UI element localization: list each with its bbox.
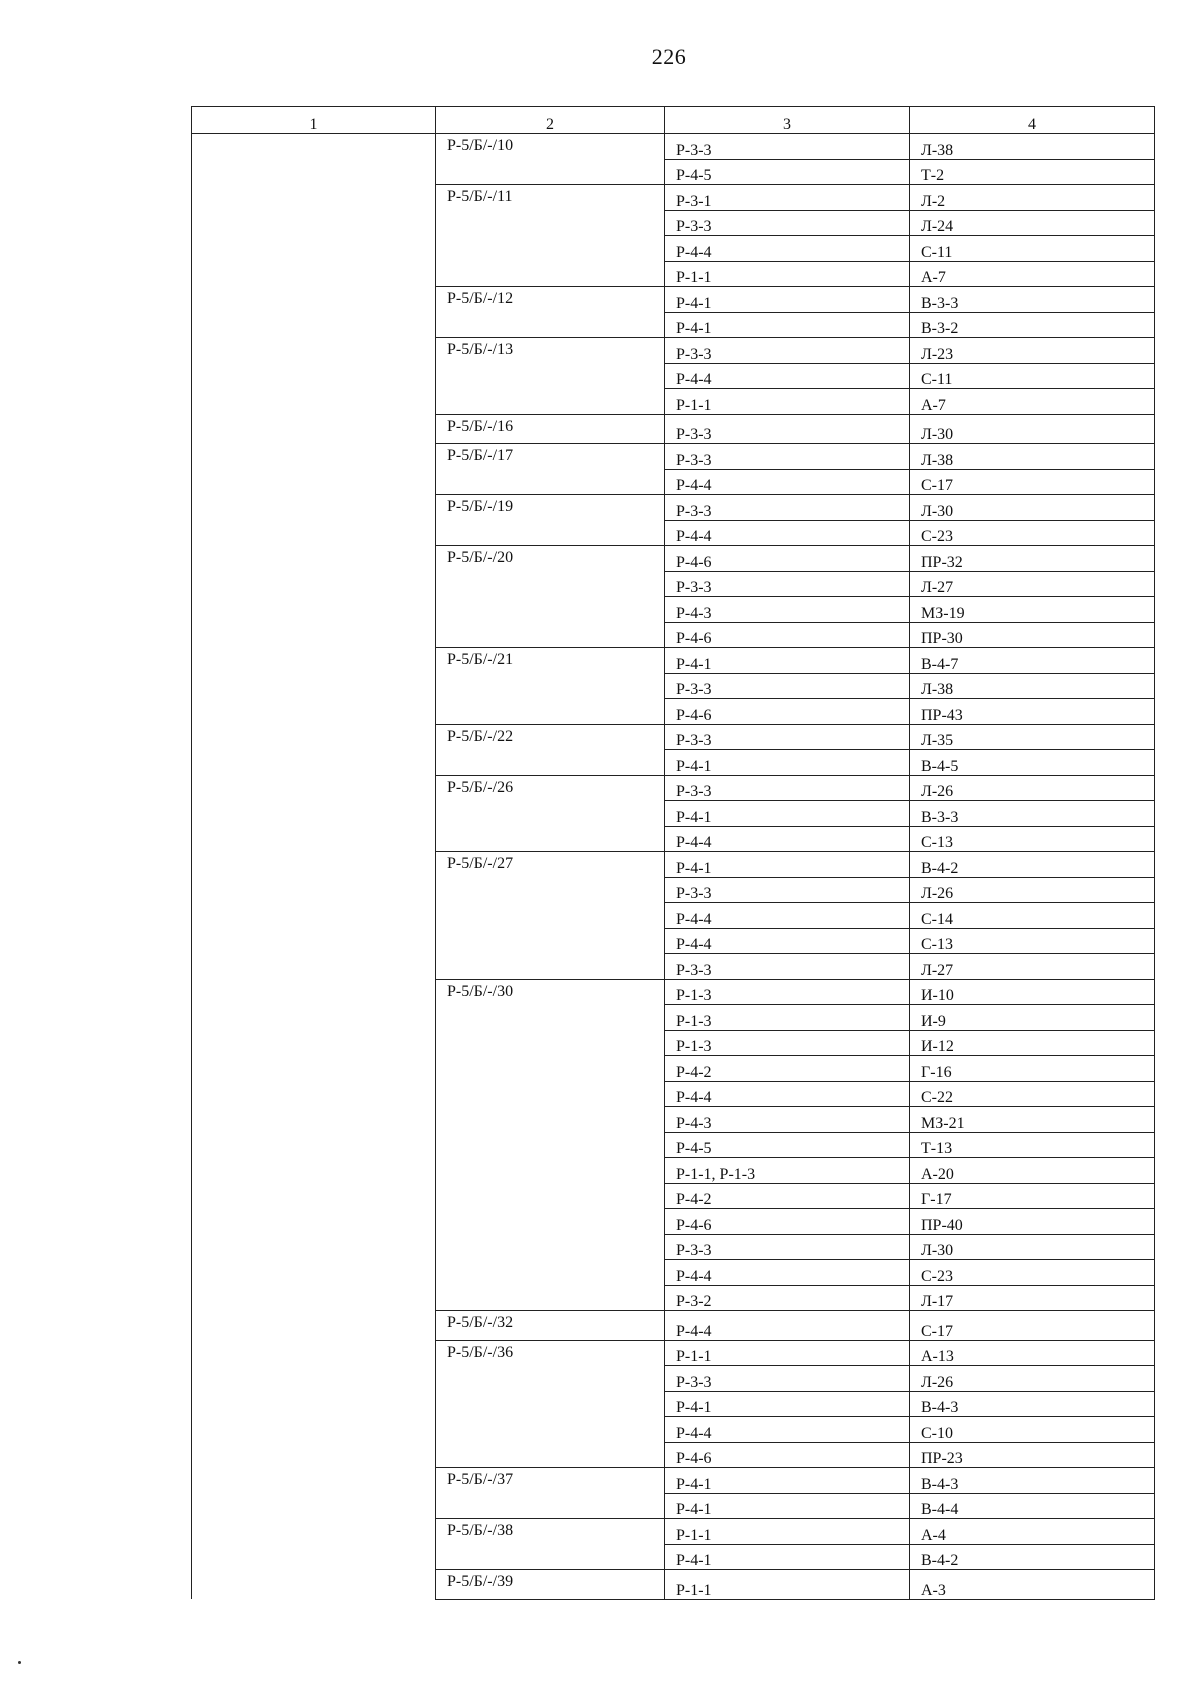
column-3-cell: Р-3-3 [665,775,910,801]
column-4-cell: С-13 [910,928,1155,954]
column-3-cell: Р-4-1 [665,1544,910,1570]
column-3-cell: Р-3-1 [665,185,910,211]
column-3-cell: Р-1-3 [665,1030,910,1056]
column-4-cell: Л-26 [910,1366,1155,1392]
column-3-cell: Р-3-3 [665,134,910,160]
column-3-cell: Р-4-1 [665,1493,910,1519]
column-3-cell: Р-4-1 [665,312,910,338]
column-4-cell: С-22 [910,1081,1155,1107]
column-3-cell: Р-3-3 [665,724,910,750]
column-4-cell: А-7 [910,389,1155,415]
group-code-cell: Р-5/Б/-/21 [436,648,665,725]
group-code-cell: Р-5/Б/-/22 [436,724,665,775]
group-code-cell: Р-5/Б/-/26 [436,775,665,852]
group-code-cell: Р-5/Б/-/16 [436,414,665,444]
column-4-cell: В-4-3 [910,1468,1155,1494]
group-code-cell: Р-5/Б/-/38 [436,1519,665,1570]
column-4-cell: А-20 [910,1158,1155,1184]
column-3-cell: Р-4-4 [665,469,910,495]
column-header-2: 2 [436,107,665,134]
column-4-cell: Л-30 [910,1234,1155,1260]
column-4-cell: С-11 [910,236,1155,262]
column-4-cell: Л-30 [910,495,1155,521]
column-4-cell: В-4-7 [910,648,1155,674]
column-3-cell: Р-4-6 [665,1209,910,1235]
column-3-cell: Р-4-4 [665,1311,910,1341]
column-4-cell: С-13 [910,826,1155,852]
column-header-4: 4 [910,107,1155,134]
column-4-cell: И-9 [910,1005,1155,1031]
column-3-cell: Р-4-1 [665,852,910,878]
column-3-cell: Р-4-6 [665,622,910,648]
group-code-cell: Р-5/Б/-/20 [436,546,665,648]
column-4-cell: Л-26 [910,877,1155,903]
column-4-cell: Л-2 [910,185,1155,211]
column-3-cell: Р-3-3 [665,414,910,444]
group-code-cell: Р-5/Б/-/30 [436,979,665,1311]
column-4-cell: Л-26 [910,775,1155,801]
column-3-cell: Р-4-6 [665,546,910,572]
column-4-cell: Т-13 [910,1132,1155,1158]
column-3-cell: Р-3-3 [665,571,910,597]
column-4-cell: Л-38 [910,134,1155,160]
column-3-cell: Р-4-4 [665,826,910,852]
column-3-cell: Р-3-3 [665,877,910,903]
group-code-cell: Р-5/Б/-/19 [436,495,665,546]
column-4-cell: МЗ-21 [910,1107,1155,1133]
column-3-cell: Р-1-1, Р-1-3 [665,1158,910,1184]
column-4-cell: В-4-5 [910,750,1155,776]
column-3-cell: Р-4-4 [665,1081,910,1107]
column-4-cell: А-4 [910,1519,1155,1545]
column-1-cell [192,134,436,1600]
column-header-3: 3 [665,107,910,134]
column-4-cell: И-12 [910,1030,1155,1056]
column-4-cell: В-4-2 [910,1544,1155,1570]
column-4-cell: В-3-3 [910,801,1155,827]
column-4-cell: Л-27 [910,571,1155,597]
page-number: 226 [651,44,687,69]
column-4-cell: Л-30 [910,414,1155,444]
header-row [192,107,1155,134]
group-code-cell: Р-5/Б/-/10 [436,134,665,185]
column-4-cell: Г-17 [910,1183,1155,1209]
column-4-cell: ПР-40 [910,1209,1155,1235]
column-3-cell: Р-1-1 [665,261,910,287]
column-4-cell: А-3 [910,1570,1155,1600]
column-3-cell: Р-4-4 [665,903,910,929]
column-3-cell: Р-4-4 [665,236,910,262]
group-code-cell: Р-5/Б/-/32 [436,1311,665,1341]
column-3-cell: Р-4-2 [665,1183,910,1209]
column-4-cell: Л-17 [910,1285,1155,1311]
column-3-cell: Р-4-6 [665,1442,910,1468]
column-3-cell: Р-4-3 [665,1107,910,1133]
data-table [191,106,1155,1600]
column-4-cell: В-3-3 [910,287,1155,313]
column-3-cell: Р-4-1 [665,1468,910,1494]
column-4-cell: Л-35 [910,724,1155,750]
column-4-cell: С-11 [910,363,1155,389]
group-code-cell: Р-5/Б/-/12 [436,287,665,338]
column-4-cell: И-10 [910,979,1155,1005]
column-3-cell: Р-3-3 [665,495,910,521]
column-3-cell: Р-4-6 [665,699,910,725]
column-3-cell: Р-4-4 [665,1417,910,1443]
column-4-cell: С-23 [910,1260,1155,1286]
column-4-cell: Л-23 [910,338,1155,364]
column-3-cell: Р-1-1 [665,1570,910,1600]
column-4-cell: ПР-32 [910,546,1155,572]
column-3-cell: Р-4-1 [665,648,910,674]
column-4-cell: В-4-2 [910,852,1155,878]
column-3-cell: Р-3-3 [665,954,910,980]
scan-mark [18,1661,21,1664]
column-4-cell: А-7 [910,261,1155,287]
column-4-cell: С-17 [910,1311,1155,1341]
group-code-cell: Р-5/Б/-/11 [436,185,665,287]
column-4-cell: Г-16 [910,1056,1155,1082]
column-3-cell: Р-4-4 [665,928,910,954]
group-code-cell: Р-5/Б/-/39 [436,1570,665,1600]
column-3-cell: Р-4-1 [665,287,910,313]
column-3-cell: Р-1-3 [665,979,910,1005]
column-3-cell: Р-3-3 [665,444,910,470]
column-4-cell: Л-38 [910,444,1155,470]
column-4-cell: Л-38 [910,673,1155,699]
column-3-cell: Р-1-3 [665,1005,910,1031]
column-4-cell: Л-27 [910,954,1155,980]
column-3-cell: Р-4-1 [665,801,910,827]
column-header-1: 1 [192,107,436,134]
table-body [192,134,1155,1600]
column-4-cell: МЗ-19 [910,597,1155,623]
column-4-cell: В-4-4 [910,1493,1155,1519]
column-4-cell: В-4-3 [910,1391,1155,1417]
column-3-cell: Р-4-4 [665,363,910,389]
column-4-cell: С-14 [910,903,1155,929]
column-3-cell: Р-3-3 [665,1234,910,1260]
column-3-cell: Р-4-1 [665,1391,910,1417]
table-row [192,134,1155,160]
column-3-cell: Р-1-1 [665,1340,910,1366]
group-code-cell: Р-5/Б/-/13 [436,338,665,415]
column-3-cell: Р-3-3 [665,673,910,699]
column-4-cell: С-23 [910,520,1155,546]
column-4-cell: ПР-43 [910,699,1155,725]
column-3-cell: Р-1-1 [665,389,910,415]
column-3-cell: Р-3-2 [665,1285,910,1311]
column-3-cell: Р-3-3 [665,1366,910,1392]
group-code-cell: Р-5/Б/-/17 [436,444,665,495]
column-3-cell: Р-4-4 [665,520,910,546]
column-3-cell: Р-3-3 [665,210,910,236]
column-4-cell: ПР-23 [910,1442,1155,1468]
column-4-cell: А-13 [910,1340,1155,1366]
column-3-cell: Р-1-1 [665,1519,910,1545]
column-4-cell: С-17 [910,469,1155,495]
column-3-cell: Р-4-5 [665,159,910,185]
group-code-cell: Р-5/Б/-/37 [436,1468,665,1519]
column-3-cell: Р-4-2 [665,1056,910,1082]
column-3-cell: Р-4-5 [665,1132,910,1158]
column-3-cell: Р-4-3 [665,597,910,623]
column-4-cell: ПР-30 [910,622,1155,648]
column-3-cell: Р-4-4 [665,1260,910,1286]
column-3-cell: Р-4-1 [665,750,910,776]
column-4-cell: Т-2 [910,159,1155,185]
group-code-cell: Р-5/Б/-/27 [436,852,665,980]
column-4-cell: С-10 [910,1417,1155,1443]
column-3-cell: Р-3-3 [665,338,910,364]
column-4-cell: Л-24 [910,210,1155,236]
column-4-cell: В-3-2 [910,312,1155,338]
group-code-cell: Р-5/Б/-/36 [436,1340,665,1468]
